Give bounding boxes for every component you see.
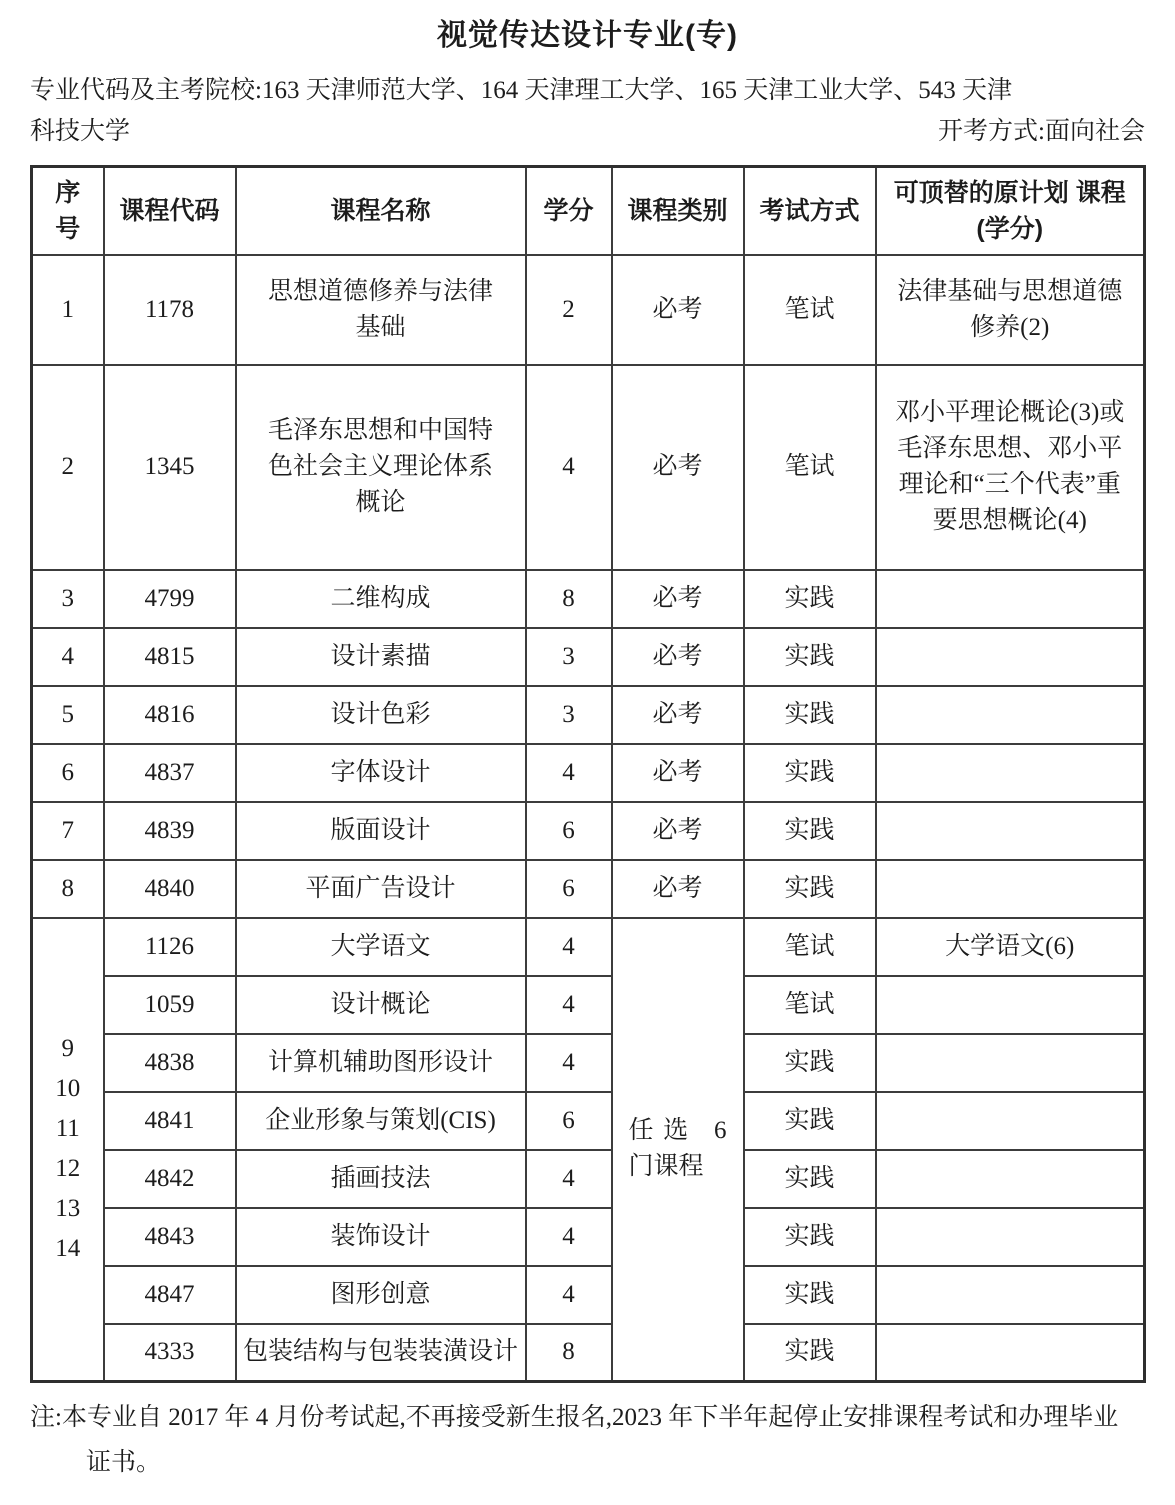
seq-cell: 2 bbox=[32, 365, 104, 570]
code-cell: 4799 bbox=[104, 570, 236, 628]
elective-category-cell bbox=[612, 918, 744, 1382]
exam-cell: 实践 bbox=[744, 1034, 876, 1092]
name-cell: 毛泽东思想和中国特色社会主义理论体系概论 bbox=[236, 365, 526, 570]
name-cell: 设计色彩 bbox=[236, 686, 526, 744]
credits-cell: 6 bbox=[526, 802, 612, 860]
code-cell: 4840 bbox=[104, 860, 236, 918]
course-row bbox=[32, 1034, 1145, 1092]
name-cell: 企业形象与策划(CIS) bbox=[236, 1092, 526, 1150]
credits-cell: 4 bbox=[526, 1208, 612, 1266]
seq-cell: 6 bbox=[32, 744, 104, 802]
exam-mode-label: 开考方式:面向社会 bbox=[938, 118, 1145, 145]
code-cell: 1126 bbox=[104, 918, 236, 976]
credits-cell: 4 bbox=[526, 744, 612, 802]
category-cell: 必考 bbox=[612, 365, 744, 570]
name-cell: 大学语文 bbox=[236, 918, 526, 976]
code-cell: 4333 bbox=[104, 1324, 236, 1382]
page-title: 视觉传达设计专业(专) bbox=[437, 19, 738, 52]
exam-cell: 实践 bbox=[744, 570, 876, 628]
replace-cell bbox=[876, 628, 1145, 686]
course-row bbox=[32, 570, 1145, 628]
course-row bbox=[32, 255, 1145, 365]
replace-cell bbox=[876, 1324, 1145, 1382]
category-cell: 必考 bbox=[612, 860, 744, 918]
course-row bbox=[32, 860, 1145, 918]
exam-cell: 实践 bbox=[744, 1208, 876, 1266]
course-row bbox=[32, 628, 1145, 686]
name-cell: 包装结构与包装装潢设计 bbox=[236, 1324, 526, 1382]
exam-cell: 笔试 bbox=[744, 365, 876, 570]
seq-label: 9 bbox=[61, 1035, 74, 1063]
code-cell: 4838 bbox=[104, 1034, 236, 1092]
credits-cell: 4 bbox=[526, 365, 612, 570]
course-row bbox=[32, 918, 1145, 976]
replace-cell bbox=[876, 686, 1145, 744]
course-row bbox=[32, 802, 1145, 860]
name-cell: 平面广告设计 bbox=[236, 860, 526, 918]
category-cell: 必考 bbox=[612, 744, 744, 802]
code-cell: 1178 bbox=[104, 255, 236, 365]
intro-line-1: 专业代码及主考院校:163 天津师范大学、164 天津理工大学、165 天津工业大学、543 天津 bbox=[30, 77, 1012, 104]
course-plan-table bbox=[30, 165, 1146, 1383]
seq-label: 11 bbox=[55, 1115, 80, 1143]
replace-cell bbox=[876, 1092, 1145, 1150]
header-row bbox=[32, 167, 1145, 255]
code-cell: 1345 bbox=[104, 365, 236, 570]
credits-cell: 8 bbox=[526, 570, 612, 628]
col-header-code: 课程代码 bbox=[104, 167, 236, 255]
name-cell: 设计素描 bbox=[236, 628, 526, 686]
replace-cell bbox=[876, 1208, 1145, 1266]
name-cell: 二维构成 bbox=[236, 570, 526, 628]
col-header-credits: 学分 bbox=[526, 167, 612, 255]
col-header-name: 课程名称 bbox=[236, 167, 526, 255]
exam-cell: 实践 bbox=[744, 860, 876, 918]
category-cell: 必考 bbox=[612, 802, 744, 860]
col-header-replace: 可顶替的原计划 课程(学分) bbox=[876, 167, 1145, 255]
replace-cell bbox=[876, 802, 1145, 860]
name-cell: 图形创意 bbox=[236, 1266, 526, 1324]
course-row bbox=[32, 1150, 1145, 1208]
name-cell: 设计概论 bbox=[236, 976, 526, 1034]
course-row bbox=[32, 976, 1145, 1034]
replace-cell: 邓小平理论概论(3)或毛泽东思想、邓小平理论和“三个代表”重要思想概论(4) bbox=[876, 365, 1145, 570]
course-row bbox=[32, 1266, 1145, 1324]
credits-cell: 4 bbox=[526, 976, 612, 1034]
credits-cell: 4 bbox=[526, 918, 612, 976]
credits-cell: 2 bbox=[526, 255, 612, 365]
seq-label: 10 bbox=[55, 1075, 81, 1103]
category-cell: 必考 bbox=[612, 255, 744, 365]
exam-cell: 笔试 bbox=[744, 255, 876, 365]
elective-seq-cell bbox=[32, 918, 104, 1382]
seq-cell: 8 bbox=[32, 860, 104, 918]
replace-cell bbox=[876, 1150, 1145, 1208]
course-row bbox=[32, 365, 1145, 570]
credits-cell: 6 bbox=[526, 1092, 612, 1150]
code-cell: 1059 bbox=[104, 976, 236, 1034]
replace-cell bbox=[876, 860, 1145, 918]
code-cell: 4842 bbox=[104, 1150, 236, 1208]
exam-cell: 笔试 bbox=[744, 976, 876, 1034]
credits-cell: 6 bbox=[526, 860, 612, 918]
intro-paragraph bbox=[30, 70, 1145, 152]
replace-cell bbox=[876, 570, 1145, 628]
footnote bbox=[30, 1395, 1145, 1485]
code-cell: 4815 bbox=[104, 628, 236, 686]
replace-cell bbox=[876, 1266, 1145, 1324]
seq-cell: 7 bbox=[32, 802, 104, 860]
seq-cell: 5 bbox=[32, 686, 104, 744]
col-header-category: 课程类别 bbox=[612, 167, 744, 255]
replace-cell bbox=[876, 1034, 1145, 1092]
seq-cell: 1 bbox=[32, 255, 104, 365]
code-cell: 4839 bbox=[104, 802, 236, 860]
seq-cell: 3 bbox=[32, 570, 104, 628]
credits-cell: 8 bbox=[526, 1324, 612, 1382]
seq-cell: 4 bbox=[32, 628, 104, 686]
intro-line-2 bbox=[30, 111, 1145, 152]
course-row bbox=[32, 1324, 1145, 1382]
exam-cell: 实践 bbox=[744, 1324, 876, 1382]
exam-cell: 笔试 bbox=[744, 918, 876, 976]
credits-cell: 4 bbox=[526, 1150, 612, 1208]
exam-cell: 实践 bbox=[744, 1150, 876, 1208]
footnote-line-2: 证书。 bbox=[86, 1449, 162, 1476]
exam-cell: 实践 bbox=[744, 1266, 876, 1324]
name-cell: 思想道德修养与法律基础 bbox=[236, 255, 526, 365]
exam-cell: 实践 bbox=[744, 802, 876, 860]
seq-label: 14 bbox=[55, 1235, 81, 1263]
name-cell: 字体设计 bbox=[236, 744, 526, 802]
credits-cell: 3 bbox=[526, 686, 612, 744]
exam-cell: 实践 bbox=[744, 686, 876, 744]
category-cell: 必考 bbox=[612, 628, 744, 686]
credits-cell: 4 bbox=[526, 1034, 612, 1092]
code-cell: 4841 bbox=[104, 1092, 236, 1150]
code-cell: 4847 bbox=[104, 1266, 236, 1324]
course-row bbox=[32, 686, 1145, 744]
elective-seq-stack bbox=[33, 1029, 103, 1269]
seq-label: 12 bbox=[55, 1155, 81, 1183]
code-cell: 4843 bbox=[104, 1208, 236, 1266]
name-cell: 装饰设计 bbox=[236, 1208, 526, 1266]
intro-line-2-left: 科技大学 bbox=[30, 118, 131, 145]
exam-cell: 实践 bbox=[744, 1092, 876, 1150]
col-header-seq: 序号 bbox=[32, 167, 104, 255]
name-cell: 计算机辅助图形设计 bbox=[236, 1034, 526, 1092]
replace-cell: 法律基础与思想道德修养(2) bbox=[876, 255, 1145, 365]
code-cell: 4816 bbox=[104, 686, 236, 744]
elective-category-label: 任选 6 门课程 bbox=[628, 1117, 727, 1181]
footnote-line-1: 注:本专业自 2017 年 4 月份考试起,不再接受新生报名,2023 年下半年起停止安排课程考试和办理毕业 bbox=[30, 1404, 1119, 1431]
exam-cell: 实践 bbox=[744, 744, 876, 802]
seq-label: 13 bbox=[55, 1195, 81, 1223]
credits-cell: 3 bbox=[526, 628, 612, 686]
code-cell: 4837 bbox=[104, 744, 236, 802]
course-row bbox=[32, 1208, 1145, 1266]
category-cell: 必考 bbox=[612, 686, 744, 744]
credits-cell: 4 bbox=[526, 1266, 612, 1324]
replace-cell: 大学语文(6) bbox=[876, 918, 1145, 976]
replace-cell bbox=[876, 976, 1145, 1034]
course-row bbox=[32, 744, 1145, 802]
name-cell: 插画技法 bbox=[236, 1150, 526, 1208]
name-cell: 版面设计 bbox=[236, 802, 526, 860]
course-row bbox=[32, 1092, 1145, 1150]
replace-cell bbox=[876, 744, 1145, 802]
category-cell: 必考 bbox=[612, 570, 744, 628]
col-header-exam: 考试方式 bbox=[744, 167, 876, 255]
exam-cell: 实践 bbox=[744, 628, 876, 686]
